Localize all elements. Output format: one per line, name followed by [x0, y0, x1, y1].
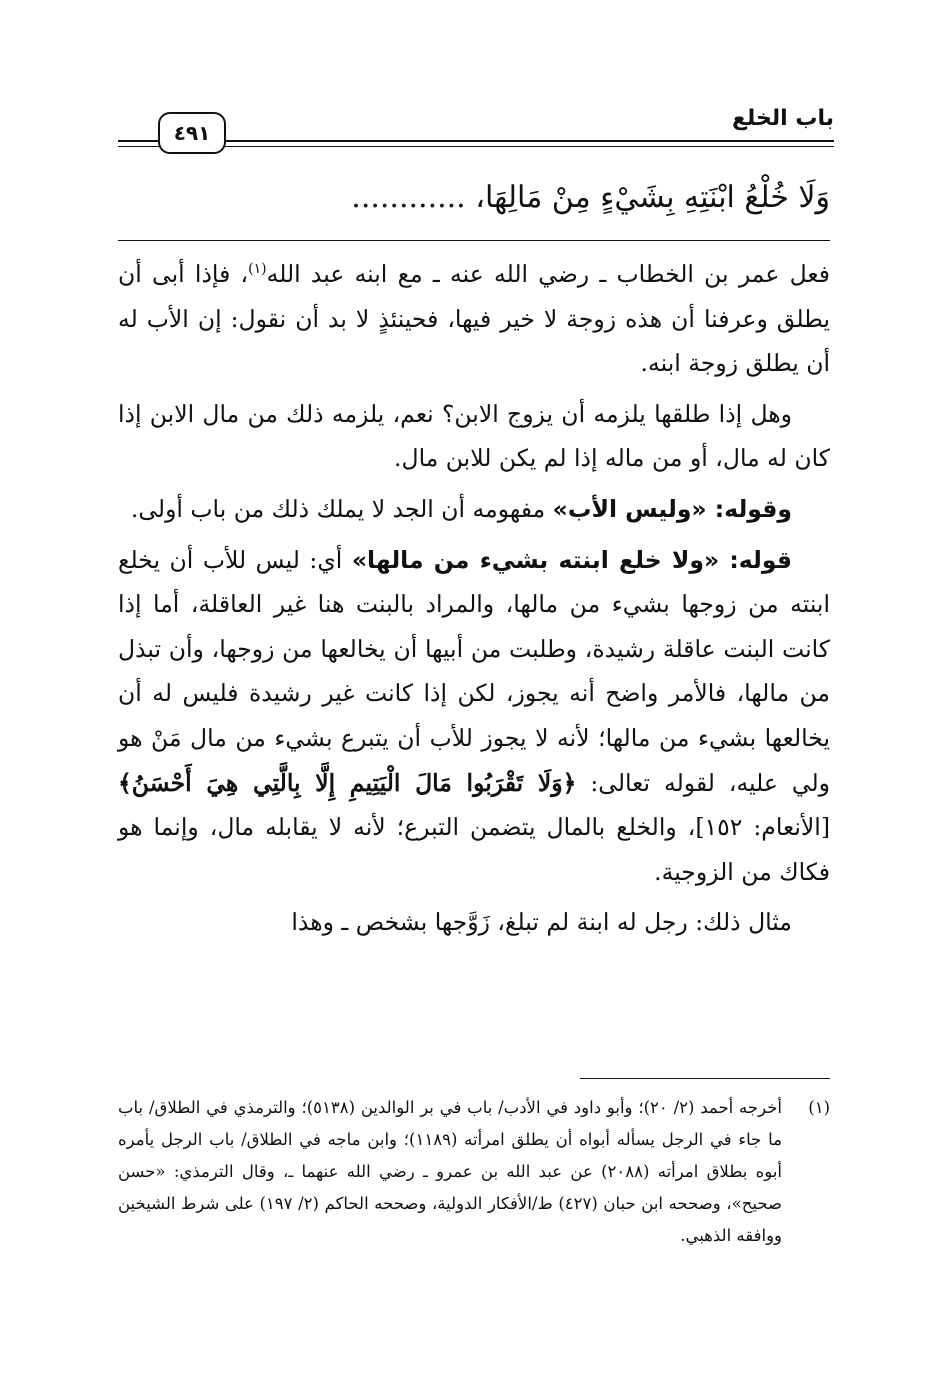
commentary-body [118, 252, 830, 951]
footnote-divider [580, 1078, 830, 1079]
paragraph-1-text: فعل عمر بن الخطاب ـ رضي الله عنه ـ مع ابنه عبد الله [266, 260, 830, 288]
matn-line [118, 168, 830, 228]
footnotes [118, 1092, 830, 1252]
paragraph-5: مثال ذلك: رجل له ابنة لم تبلغ، زَوَّجها بشخص ـ وهذا [291, 908, 792, 937]
paragraph-4-text-cont: [الأنعام: ١٥٢]، والخلع بالمال يتضمن التبرع؛ لأنه لا يقابله مال، وإنما هو فكاك من الزوجية. [118, 813, 830, 886]
quran-verse: ﴿وَلَا تَقْرَبُوا مَالَ الْيَتِيمِ إِلَّا بِالَّتِي هِيَ أَحْسَنُ﴾ [118, 768, 577, 797]
matn-text: وَلَا خُلْعُ ابْنَتِهِ بِشَيْءٍ مِنْ مَالِهَا، [475, 180, 830, 215]
chapter-title: باب الخلع [722, 106, 834, 131]
paragraph-4-text: أي: ليس للأب أن يخلع ابنته من زوجها بشيء من مالها، والمراد بالبنت هنا غير العاقلة، أما إذا كانت البنت عاقلة رشيدة، وطلبت من أبيها أن يخالعها من زوجها، وأن تبذل من مالها، فالأمر واضح أنه يجوز، لكن إذا كانت غير رشيدة فليس له أن يخالعها بشيء من مالها؛ لأنه لا يجوز للأب أن يتبرع بشيء من مال مَنْ هو ولي عليه، لقوله تعالى: [118, 545, 831, 797]
page-header [118, 100, 834, 160]
paragraph-1 [118, 252, 830, 386]
footnote-reference[interactable]: (١) [248, 261, 267, 278]
paragraph-1-text-cont: ، فإذا أبى أن يطلق وعرفنا أن هذه زوجة لا خير فيها، فحينئذٍ لا بد أن نقول: إن الأب له أن يطلق زوجة ابنه. [118, 260, 831, 378]
paragraph-3-lead: وقوله: «وليس الأب» [552, 494, 792, 523]
page-number: ٤٩١ [158, 112, 226, 154]
matn-dots: ............ [351, 180, 466, 215]
paragraph-4 [118, 538, 830, 895]
paragraph-3 [118, 487, 830, 532]
matn-divider [118, 240, 830, 241]
footnote-item [118, 1092, 830, 1252]
footnote-text: أخرجه أحمد (٢/ ٢٠)؛ وأبو داود في الأدب/ باب في بر الوالدين (٥١٣٨)؛ والترمذي في الطلاق/ باب ما جاء في الرجل يسأله أبواه أن يطلق امرأته (١١٨٩)؛ وابن ماجه في الطلاق/ باب الرجل يأمره أبوه بطلاق امرأته (٢٠٨٨) عن عبد الله بن عمرو ـ رضي الله عنهما ـ، وقال الترمذي: «حسن صحيح»، وصححه ابن حبان (٤٢٧) ط/الأفكار الدولية، وصححه الحاكم (٢/ ١٩٧) على شرط الشيخين ووافقه الذهبي. [118, 1098, 782, 1245]
footnote-mark: (١) [808, 1098, 830, 1117]
paragraph-2: وهل إذا طلقها يلزمه أن يزوج الابن؟ نعم، يلزمه ذلك من مال الابن إذا كان له مال، أو من ماله إذا لم يكن للابن مال. [118, 399, 830, 473]
paragraph-4-lead: قوله: «ولا خلع ابنته بشيء من مالها» [351, 545, 792, 574]
header-rule-thin [118, 146, 834, 147]
paragraph-3-text: مفهومه أن الجد لا يملك ذلك من باب أولى. [130, 494, 553, 523]
